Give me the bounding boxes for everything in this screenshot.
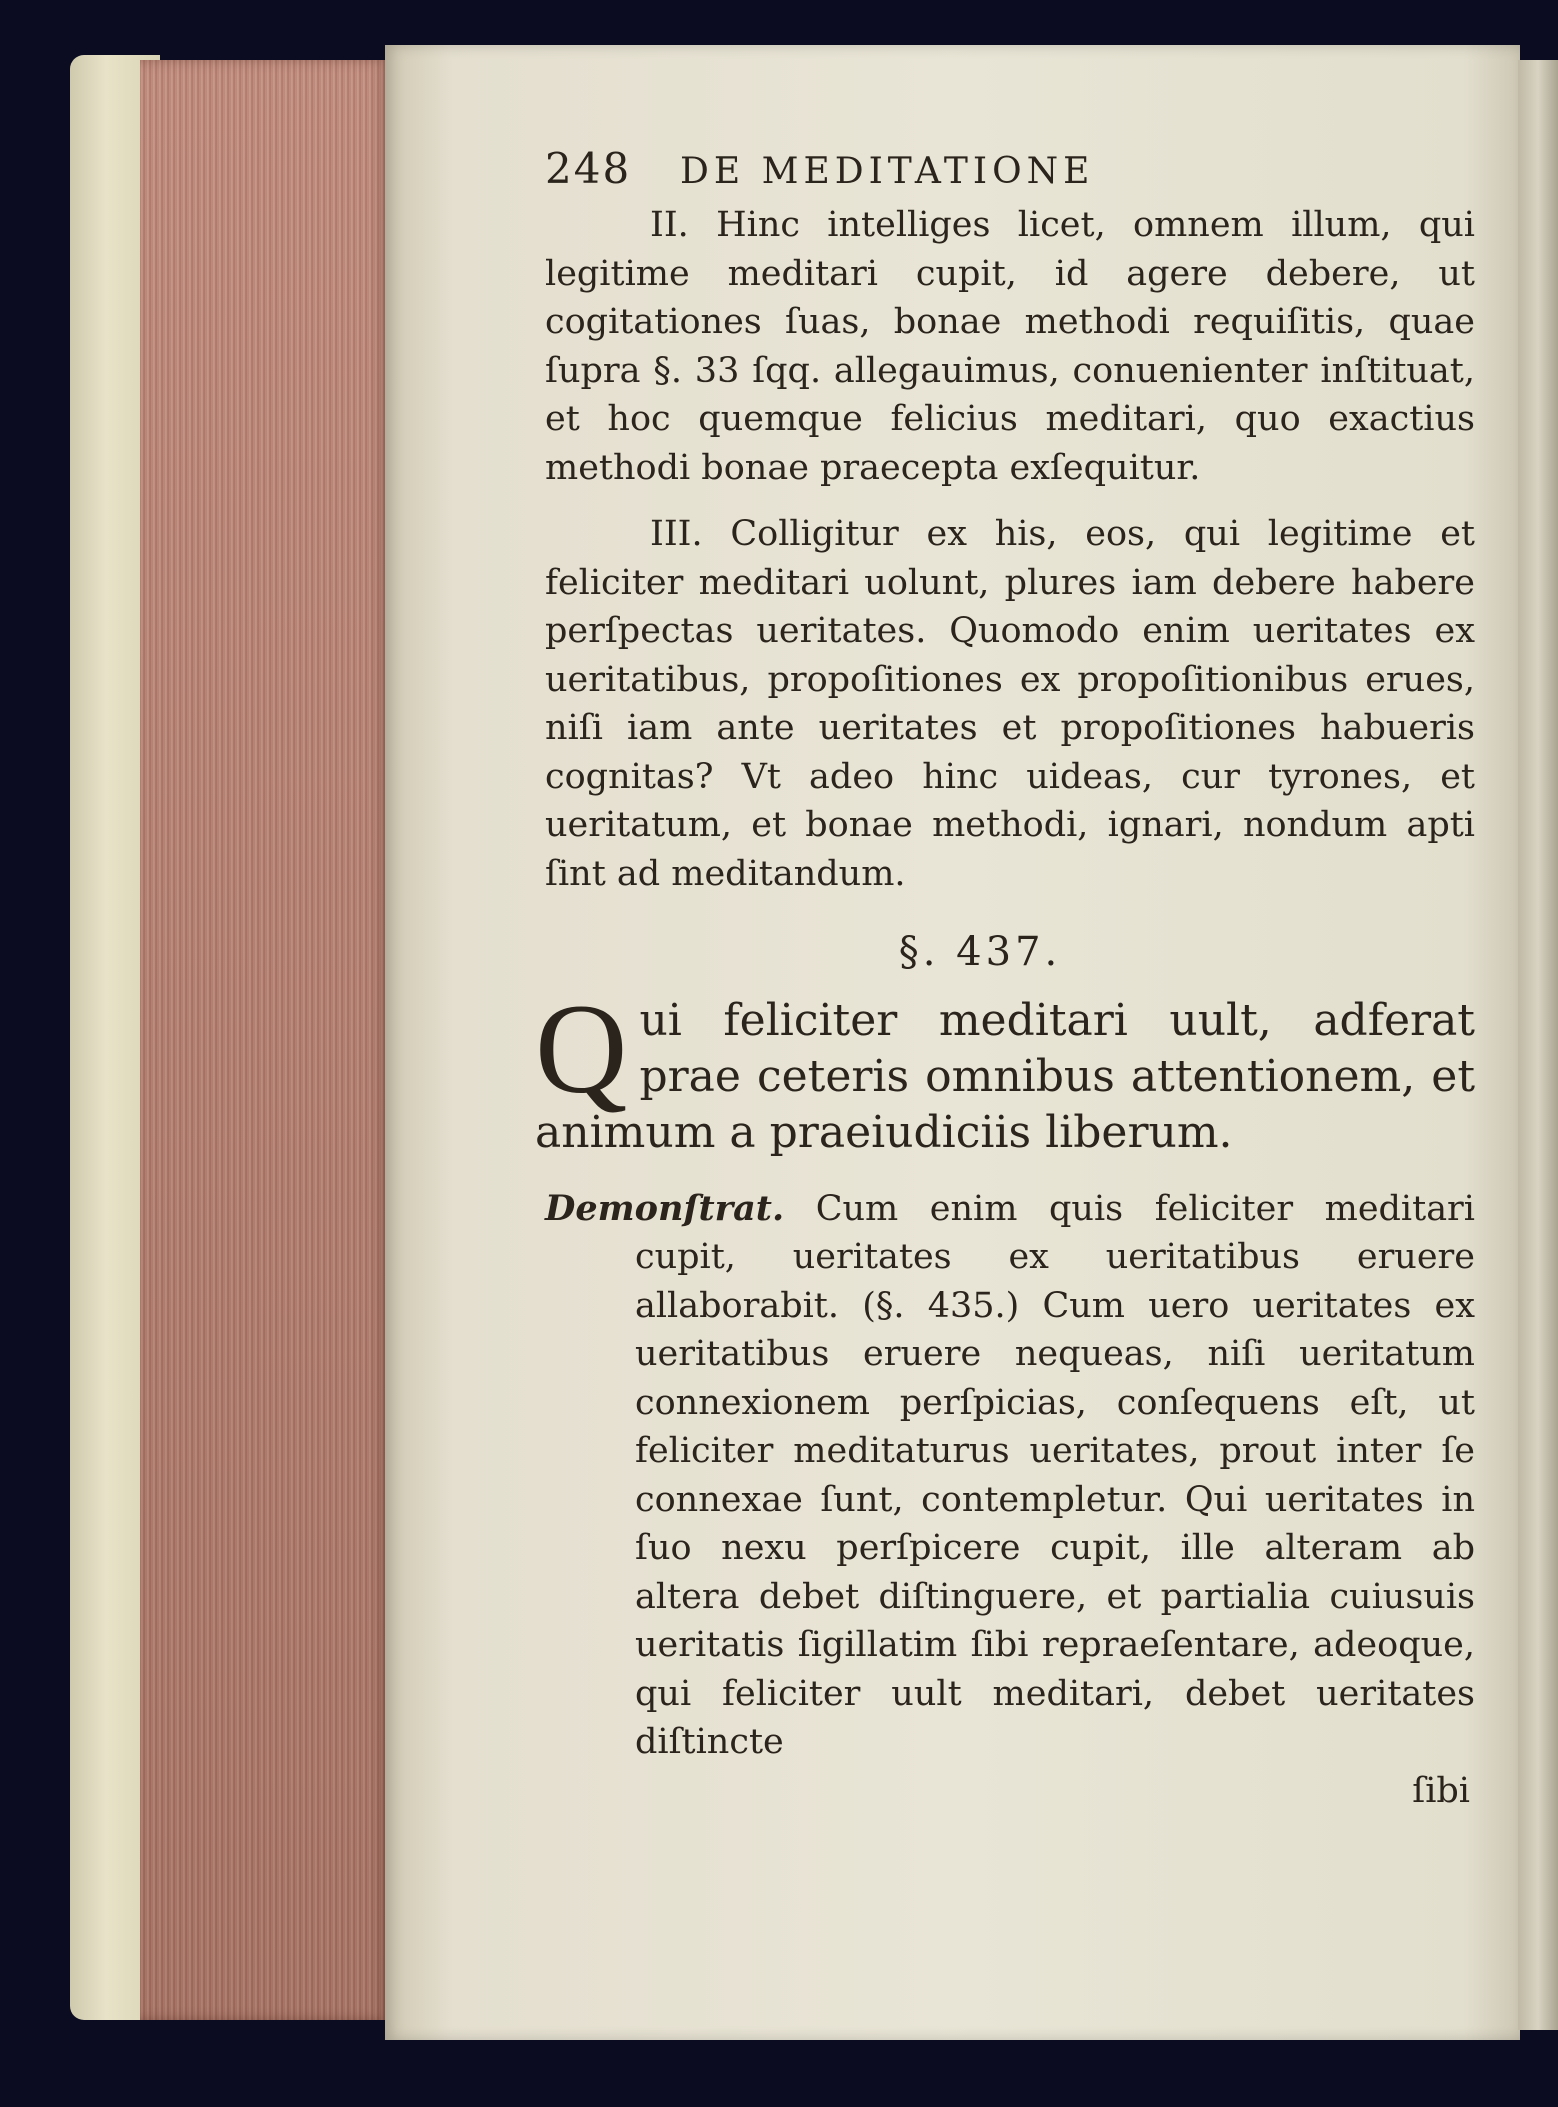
- running-head: DE MEDITATIONE: [680, 151, 1095, 192]
- catchword: ſibi: [1412, 1770, 1470, 1811]
- drop-cap: Q: [535, 977, 628, 1120]
- theorem-statement: [535, 977, 1475, 1161]
- demonstration-text: Cum enim quis feliciter meditari cupit, ueritates ex ueritatibus eruere allaborabit. (§. 435.) Cum uero ueritates ex ueritatibus eruere nequeas, niſi ueritatum connexionem perſpicias, conſequens eſt, ut feliciter meditaturus ueritates, prout inter ſe connexae ſunt, contempletur. Qui ueritates in ſuo nexu perſpicere cupit, ille alteram ab altera debet diſtinguere, et partialia cuiusuis ueritatis ſigillatim ſibi repraeſentare, adeoque, qui feliciter uult meditari, debet ueritates diſtincte: [635, 1188, 1475, 1762]
- page-edges: [140, 60, 390, 2020]
- paragraph-iii: III. Colligitur ex his, eos, qui legitime et feliciter meditari uolunt, plures iam debere habere perſpectas ueritates. Quomodo enim ueritates ex ueritatibus, propoſitiones ex propoſitionibus erues, niſi iam ante ueritates et propoſitiones habueris cognitas? Vt adeo hinc uideas, cur tyrones, et ueritatum, et bonae methodi, ignari, nondum apti ſint ad meditandum.: [545, 514, 1475, 894]
- page-number: 248: [545, 144, 632, 193]
- facing-page-edge: [1518, 60, 1558, 2030]
- page-header: [545, 145, 1475, 201]
- section-number: §. 437.: [898, 929, 1062, 975]
- demonstration: [545, 1185, 1475, 1767]
- page-text: [535, 144, 1475, 1815]
- paragraph-ii: II. Hinc intelliges licet, omnem illum, qui legitime meditari cupit, id agere debere, ut cogitationes ſuas, bonae methodi requiſitis, quae ſupra §. 33 ſqq. allegauimus, conuenienter inſtituat, et hoc quemque felicius meditari, quo exactius methodi bonae praecepta exſequitur.: [545, 205, 1475, 488]
- theorem-text: ui feliciter meditari uult, adferat prae ceteris omnibus attentionem, et animum a praeiudiciis liberum.: [535, 994, 1475, 1158]
- demonstration-label: Demonſtrat.: [545, 1187, 785, 1229]
